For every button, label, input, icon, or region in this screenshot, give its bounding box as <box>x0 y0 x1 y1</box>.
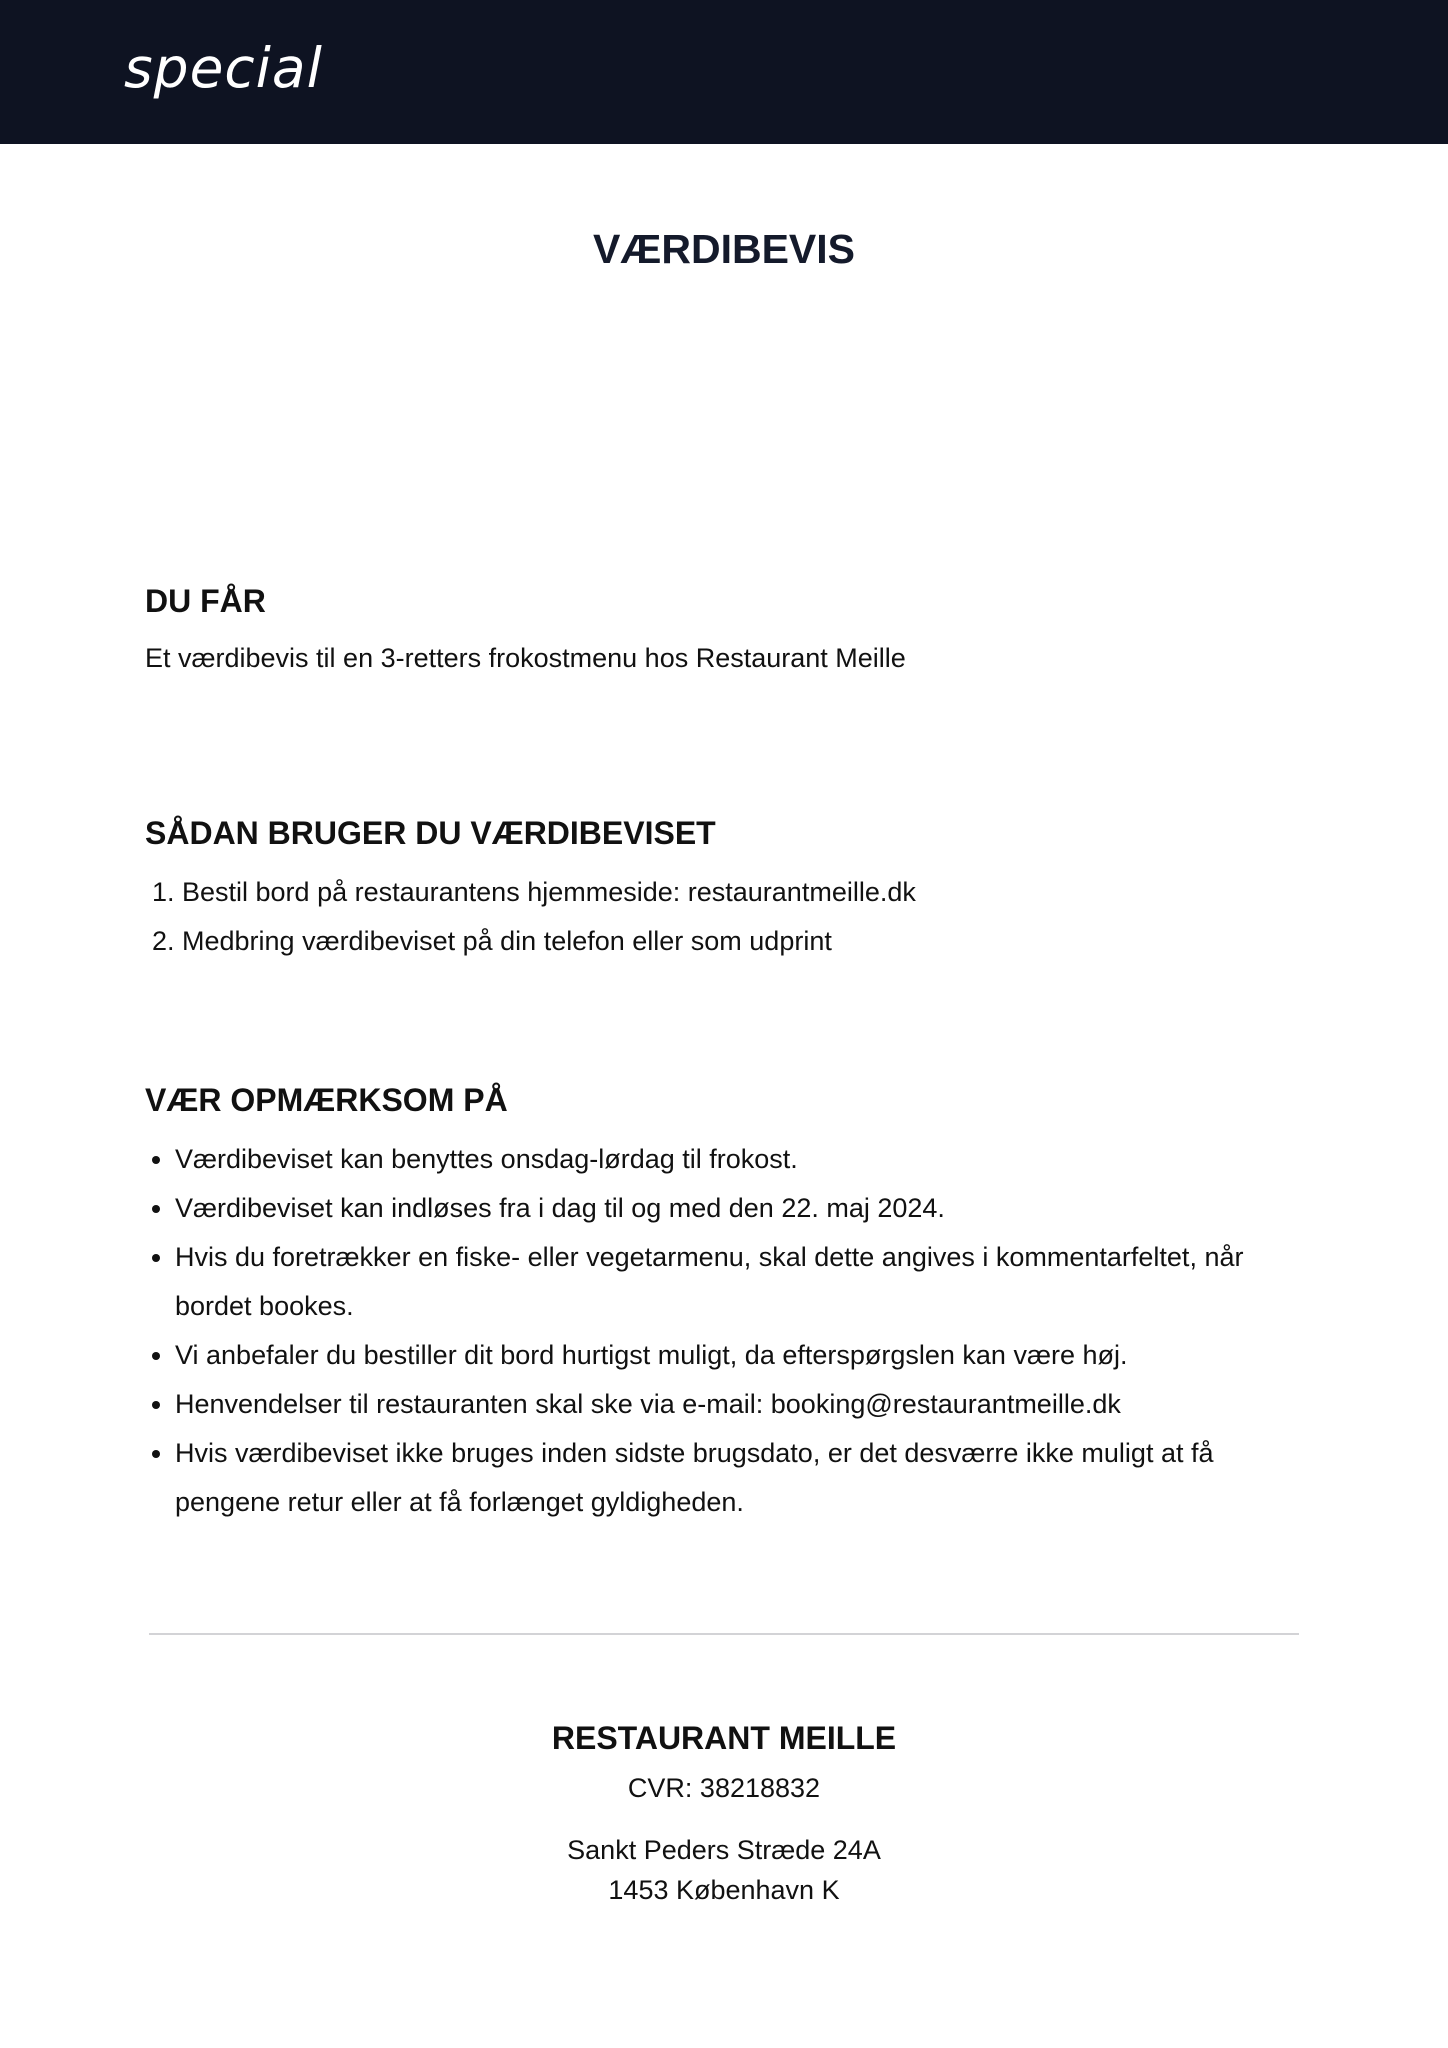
notice-list <box>145 1135 1285 1527</box>
cvr-number: CVR: 38218832 <box>627 1773 821 1803</box>
step-item: 1. Bestil bord på restaurantens hjemmeside: restaurantmeille.dk <box>182 868 1295 917</box>
notice-item: • Hvis værdibeviset ikke bruges inden sidste brugsdato, er det desværre ikke muligt at få pengene retur eller at få forlænget gyldigheden. <box>175 1429 1285 1527</box>
address-street: Sankt Peders Stræde 24A <box>567 1835 881 1865</box>
notice-item: • Henvendelser til restauranten skal ske via e-mail: booking@restaurantmeille.dk <box>175 1380 1285 1429</box>
restaurant-footer <box>0 1716 1448 1910</box>
address-city: 1453 København K <box>608 1875 840 1905</box>
notice-item: • Vi anbefaler du bestiller dit bord hurtigst muligt, da efterspørgslen kan være høj. <box>175 1331 1285 1380</box>
section-you-get <box>145 583 1295 683</box>
page-title: VÆRDIBEVIS <box>593 226 855 272</box>
section-heading: VÆR OPMÆRKSOM PÅ <box>145 1082 508 1118</box>
footer-divider <box>149 1633 1299 1635</box>
section-heading: DU FÅR <box>145 583 266 619</box>
notice-item: • Værdibeviset kan indløses fra i dag til og med den 22. maj 2024. <box>175 1184 1285 1233</box>
steps-list <box>145 868 1295 966</box>
section-how-to-use <box>145 815 1295 966</box>
notice-item: • Værdibeviset kan benyttes onsdag-lørdag til frokost. <box>175 1135 1285 1184</box>
section-text: Et værdibevis til en 3-retters frokostmenu hos Restaurant Meille <box>145 643 906 673</box>
restaurant-name: RESTAURANT MEILLE <box>551 1720 897 1756</box>
page-header <box>0 0 1448 144</box>
step-item: 2. Medbring værdibeviset på din telefon eller som udprint <box>182 917 1295 966</box>
section-heading: SÅDAN BRUGER DU VÆRDIBEVISET <box>145 815 716 851</box>
brand-logo[interactable]: special <box>124 36 323 100</box>
section-notice <box>145 1082 1295 1527</box>
notice-item: • Hvis du foretrækker en fiske- eller vegetarmenu, skal dette angives i kommentarfeltet, når bordet bookes. <box>175 1233 1285 1331</box>
